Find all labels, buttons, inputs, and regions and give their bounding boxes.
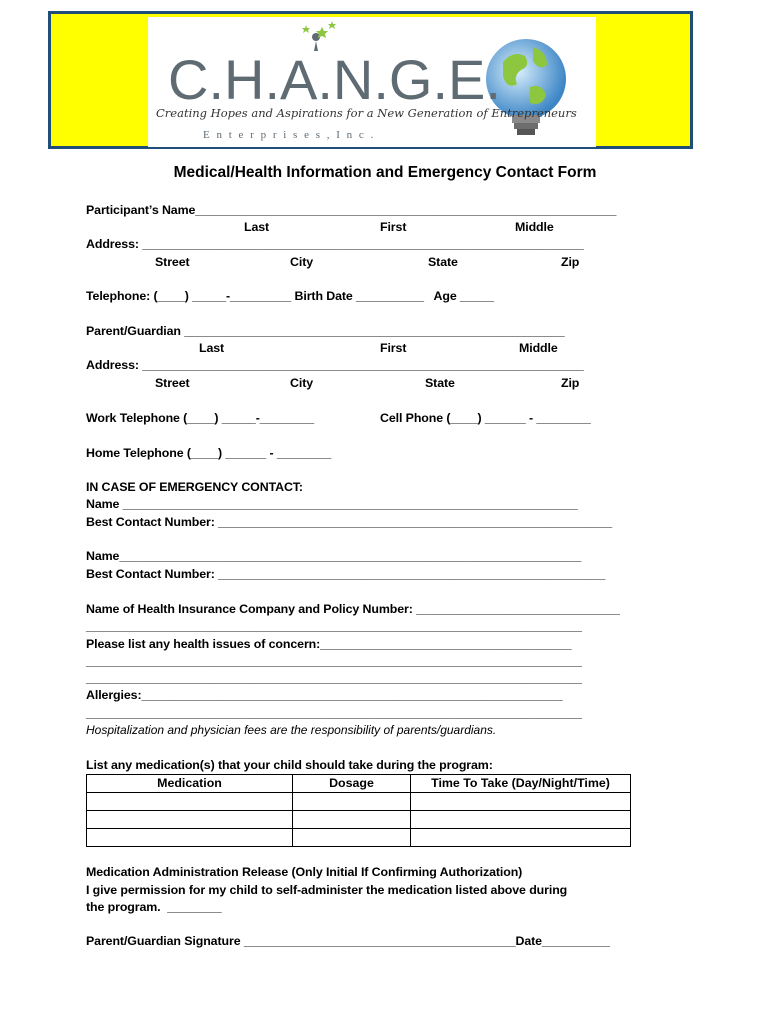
medication-cell[interactable] <box>87 793 293 811</box>
insurance-blank-line[interactable]: _________________________________________________________________________ <box>86 619 582 633</box>
address-state-label: State <box>428 255 458 269</box>
medication-table <box>86 774 631 847</box>
work-telephone-field[interactable]: Work Telephone (____) _____-________ <box>86 411 315 425</box>
guardian-middle-label: Middle <box>519 341 558 355</box>
guardian-address-field[interactable]: Address: _________________________________________________________________ <box>86 358 584 372</box>
allergies-field[interactable]: Allergies:______________________________________________________________ <box>86 688 563 702</box>
logo-name-text: C.H.A.N.G.E. <box>168 48 501 111</box>
insurance-field[interactable]: Name of Health Insurance Company and Policy Number: ______________________________ <box>86 602 620 616</box>
dosage-cell[interactable] <box>293 793 411 811</box>
header-banner <box>48 11 693 149</box>
logo-sub-text: E n t e r p r i s e s , I n c . <box>203 129 376 141</box>
dosage-cell[interactable] <box>293 829 411 847</box>
emergency-name-1-field[interactable]: Name ___________________________________________________________________ <box>86 497 578 511</box>
time-cell[interactable] <box>411 829 631 847</box>
address-zip-label: Zip <box>561 255 580 269</box>
participant-last-label: Last <box>244 220 270 234</box>
dosage-column-header: Dosage <box>293 775 411 793</box>
hospitalization-note: Hospitalization and physician fees are the responsibility of parents/guardians. <box>86 723 497 737</box>
time-column-header: Time To Take (Day/Night/Time) <box>411 775 631 793</box>
change-logo-graphic <box>148 17 596 147</box>
address-field[interactable]: Address: _________________________________________________________________ <box>86 237 584 251</box>
emergency-number-2-field[interactable]: Best Contact Number: _________________________________________________________ <box>86 567 606 581</box>
allergies-blank-line[interactable]: _________________________________________________________________________ <box>86 706 582 720</box>
dosage-cell[interactable] <box>293 811 411 829</box>
medication-cell[interactable] <box>87 811 293 829</box>
form-title: Medical/Health Information and Emergency Contact Form <box>173 164 597 181</box>
participant-first-label: First <box>380 220 407 234</box>
table-row <box>87 811 631 829</box>
medication-column-header: Medication <box>87 775 293 793</box>
time-cell[interactable] <box>411 793 631 811</box>
medication-prompt: List any medication(s) that your child should take during the program: <box>86 758 493 772</box>
medication-cell[interactable] <box>87 829 293 847</box>
address-street-label: Street <box>155 255 190 269</box>
medication-table-header <box>87 775 631 793</box>
guardian-last-label: Last <box>199 341 225 355</box>
cell-phone-field[interactable]: Cell Phone (____) ______ - ________ <box>380 411 591 425</box>
signature-date-field[interactable]: Parent/Guardian Signature ________________________________________Date__________ <box>86 934 610 948</box>
guardian-first-label: First <box>380 341 407 355</box>
release-initial-field[interactable]: the program. ________ <box>86 900 222 914</box>
guardian-street-label: Street <box>155 376 190 390</box>
logo-tagline-text: Creating Hopes and Aspirations for a New Generation of Entrepreneurs <box>156 106 577 120</box>
home-telephone-field[interactable]: Home Telephone (____) ______ - ________ <box>86 446 332 460</box>
logo <box>148 17 596 147</box>
release-body-line-1: I give permission for my child to self-administer the medication listed above during <box>86 883 568 897</box>
participant-name-field[interactable]: Participant’s Name______________________________________________________________ <box>86 203 617 217</box>
release-header: Medication Administration Release (Only Initial If Confirming Authorization) <box>86 865 523 879</box>
emergency-name-2-field[interactable]: Name____________________________________________________________________ <box>86 549 582 563</box>
guardian-city-label: City <box>290 376 314 390</box>
address-city-label: City <box>290 255 314 269</box>
health-issues-field[interactable]: Please list any health issues of concern:_____________________________________ <box>86 637 572 651</box>
guardian-name-field[interactable]: Parent/Guardian ________________________________________________________ <box>86 324 565 338</box>
telephone-birthdate-age-field[interactable]: Telephone: (____) _____-_________ Birth Date __________ Age _____ <box>86 289 494 303</box>
guardian-state-label: State <box>425 376 455 390</box>
participant-middle-label: Middle <box>515 220 554 234</box>
health-issues-blank-line-2[interactable]: _________________________________________________________________________ <box>86 671 582 685</box>
time-cell[interactable] <box>411 811 631 829</box>
emergency-contact-header: IN CASE OF EMERGENCY CONTACT: <box>86 480 303 494</box>
table-row <box>87 829 631 847</box>
emergency-number-1-field[interactable]: Best Contact Number: __________________________________________________________ <box>86 515 613 529</box>
guardian-zip-label: Zip <box>561 376 580 390</box>
health-issues-blank-line-1[interactable]: _________________________________________________________________________ <box>86 654 582 668</box>
table-row <box>87 793 631 811</box>
